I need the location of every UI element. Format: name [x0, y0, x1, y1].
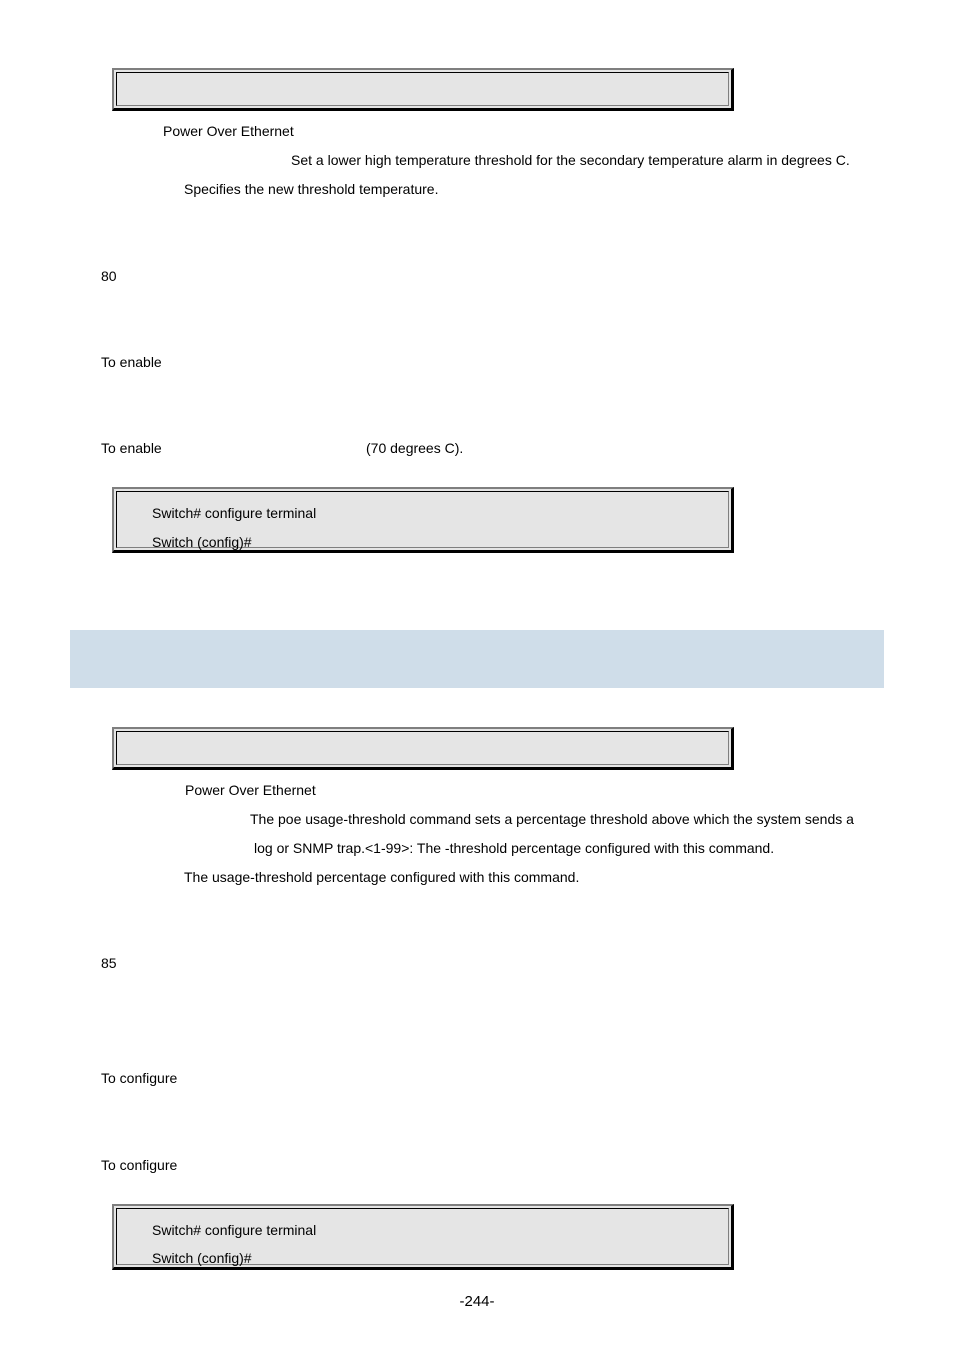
- example-line: Switch (config)#: [152, 1250, 252, 1266]
- command-mode-1: Power Over Ethernet: [163, 123, 294, 139]
- parameter-description-1: Specifies the new threshold temperature.: [184, 181, 439, 197]
- example-box-1: [112, 487, 734, 553]
- usage-text-1a: To enable: [101, 354, 162, 370]
- default-value-1: 80: [101, 268, 117, 284]
- command-description-1: Set a lower high temperature threshold for the secondary temperature alarm in degrees C.: [291, 152, 850, 168]
- section-heading-band: [70, 630, 884, 688]
- command-syntax-box-1-inner: [116, 72, 729, 106]
- command-description-2-line1: The poe usage-threshold command sets a percentage threshold above which the system sends a: [250, 811, 854, 827]
- example-box-2: [112, 1204, 734, 1270]
- command-syntax-box-2-inner: [116, 731, 729, 765]
- example-line: Switch (config)#: [152, 534, 252, 550]
- command-syntax-box-1: [112, 68, 734, 111]
- command-mode-2: Power Over Ethernet: [185, 782, 316, 798]
- example-line: Switch# configure terminal: [152, 505, 317, 521]
- usage-text-2a: To configure: [101, 1070, 178, 1086]
- page-number: -244-: [459, 1293, 495, 1310]
- example-line: Switch# configure terminal: [152, 1222, 317, 1238]
- command-syntax-box-2: [112, 727, 734, 770]
- usage-text-2b: To configure: [101, 1157, 178, 1173]
- default-value-2: 85: [101, 955, 117, 971]
- command-description-2-line2: log or SNMP trap.<1-99>: The -threshold percentage configured with this command.: [254, 840, 775, 856]
- parameter-description-2: The usage-threshold percentage configured with this command.: [184, 869, 580, 885]
- usage-note-1: (70 degrees C).: [366, 440, 464, 456]
- usage-text-1b: To enable: [101, 440, 162, 456]
